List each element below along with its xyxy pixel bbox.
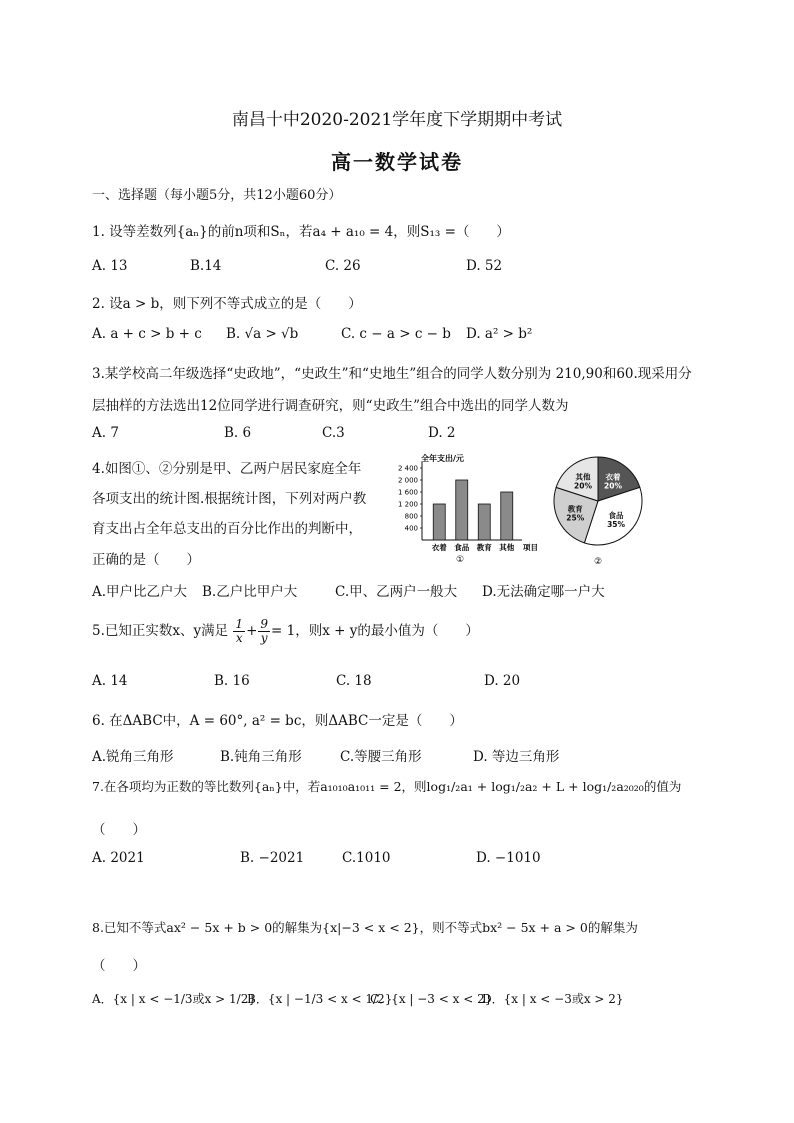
bar-chart-bars xyxy=(432,480,515,552)
pie-slice-label: 食品 xyxy=(608,511,624,521)
bar-2 xyxy=(456,480,468,540)
q7-option-d: D. −1010 xyxy=(476,850,541,866)
question-4-stem-line1: 4.如图①、②分别是甲、乙两户居民家庭全年 xyxy=(92,461,362,477)
q5-option-d: D. 20 xyxy=(484,673,521,689)
q1-option-b: B.14 xyxy=(190,258,222,274)
pie-slice-pct: 35% xyxy=(607,520,626,530)
q7-option-a: A. 2021 xyxy=(92,850,145,866)
q5-stem-post: ，则x + y的最小值为（ ） xyxy=(295,623,479,640)
q8-option-d: D．{x | x < −3或x > 2} xyxy=(482,992,624,1006)
bar-category-label: 其他 xyxy=(499,543,515,552)
question-1-stem: 1. 设等差数列{aₙ}的前n项和Sₙ，若a₄ + a₁₀ = 4，则S₁₃ =（ ） xyxy=(92,224,510,240)
q3-option-a: A. 7 xyxy=(92,425,119,441)
question-7-stem-line2: （ ） xyxy=(92,822,146,838)
pie-slice-pct: 20% xyxy=(604,481,622,491)
pie-chart-slices xyxy=(554,457,642,545)
question-4-stem-line2: 各项支出的统计图.根据统计图，下列对两户教 xyxy=(92,491,367,507)
bar-1 xyxy=(433,504,445,540)
q5-option-a: A. 14 xyxy=(92,673,128,689)
q2-option-b: B. √a > √b xyxy=(226,326,299,342)
question-3-stem-line2: 层抽样的方法选出12位同学进行调查研究，则“史政生”组合中选出的同学人数为 xyxy=(92,398,569,414)
question-3-stem-line1: 3.某学校高二年级选择“史政地”，“史政生”和“史地生”组合的同学人数分别为 210,90和60.现采用分 xyxy=(92,366,692,382)
bar-category-label: 教育 xyxy=(476,543,492,552)
q5-fraction-1: $\frac{1}{x}$ xyxy=(235,617,244,646)
q6-option-a: A.锐角三角形 xyxy=(92,749,174,765)
pie-chart-caption: ② xyxy=(594,557,603,567)
bar-3 xyxy=(478,504,490,540)
q1-option-a: A. 13 xyxy=(92,258,128,274)
q4-option-d: D.无法确定哪一户大 xyxy=(482,584,605,600)
q8-option-b: B．{x | −1/3 < x < 1/2} xyxy=(247,992,393,1006)
question-4-stem-line4: 正确的是（ ） xyxy=(92,552,200,568)
pie-slice-pct: 20% xyxy=(574,481,592,491)
question-2-stem: 2. 设a > b，则下列不等式成立的是（ ） xyxy=(92,296,362,312)
bar-chart-caption: ① xyxy=(456,555,465,565)
q6-option-c: C.等腰三角形 xyxy=(340,749,422,765)
q4-option-a: A.甲户比乙户大 xyxy=(92,584,188,600)
bar-y-tick-label: 1 200 xyxy=(397,500,418,509)
exam-subtitle: 高一数学试卷 xyxy=(331,150,463,174)
bar-category-label: 食品 xyxy=(454,543,470,552)
q3-option-d: D. 2 xyxy=(428,425,456,441)
q7-option-c: C.1010 xyxy=(342,850,391,866)
q4-option-c: C.甲、乙两户一般大 xyxy=(335,584,458,600)
q2-option-c: C. c − a > c − b xyxy=(341,326,451,342)
q2-option-a: A. a + c > b + c xyxy=(92,326,202,342)
q6-option-d: D. 等边三角形 xyxy=(473,749,560,765)
q7-option-b: B. −2021 xyxy=(240,850,305,866)
bar-y-tick-label: 800 xyxy=(404,512,418,521)
q2-option-d: D. a² > b² xyxy=(466,326,533,342)
exam-title: 南昌十中2020-2021学年度下学期期中考试 xyxy=(231,110,563,130)
q3-option-c: C.3 xyxy=(322,425,345,441)
question-8-stem-line2: （ ） xyxy=(92,958,146,974)
q6-option-b: B.钝角三角形 xyxy=(220,749,302,765)
bar-chart-xlabel: 项目 xyxy=(523,543,538,552)
q5-eq: = 1 xyxy=(271,623,296,640)
bar-4 xyxy=(501,492,513,540)
bar-y-tick-label: 2 000 xyxy=(397,476,418,485)
pie-slice-label: 衣着 xyxy=(605,472,621,482)
bar-category-label: 衣着 xyxy=(431,543,447,552)
question-4-stem-line3: 育支出占全年总支出的百分比作出的判断中， xyxy=(92,521,362,537)
q1-option-c: C. 26 xyxy=(325,258,361,274)
question-8-stem-line1: 8.已知不等式ax² − 5x + b > 0的解集为{x|−3 < x < 2}，则不等式bx² − 5x + a > 0的解集为 xyxy=(92,920,638,935)
bar-y-tick-label: 2 400 xyxy=(397,464,418,473)
q4-option-b: B.乙户比甲户大 xyxy=(202,584,298,600)
q5-option-c: C. 18 xyxy=(336,673,372,689)
question-6-stem: 6. 在ΔABC中，A = 60°, a² = bc，则ΔABC一定是（ ） xyxy=(92,713,463,729)
q8-option-a: A．{x | x < −1/3或x > 1/2} xyxy=(92,992,256,1006)
q4-bar-chart xyxy=(388,452,548,570)
q4-pie-chart xyxy=(548,452,648,570)
pie-slice-label: 其他 xyxy=(575,472,591,482)
q5-stem-pre: 5.已知正实数x、y满足 xyxy=(92,623,229,640)
bar-y-tick-label: 1 600 xyxy=(397,488,418,497)
q8-option-c: C．{x | −3 < x < 2} xyxy=(370,992,493,1006)
bar-y-tick-label: 400 xyxy=(404,524,418,533)
question-7-stem-line1: 7.在各项均为正数的等比数列{aₙ}中，若a₁₀₁₀a₁₀₁₁ = 2，则log₁/₂a₁ + log₁/₂a₂ + L + log₁/₂a₂₀₂₀的值为 xyxy=(92,779,682,794)
pie-slice-pct: 25% xyxy=(566,513,585,523)
q1-option-d: D. 52 xyxy=(466,258,503,274)
pie-slice-label: 教育 xyxy=(567,504,583,514)
bar-chart-title: 全年支出/元 xyxy=(421,454,464,463)
question-5-stem: 5.已知正实数x、y满足 $\frac{1}{x}$ + $\frac{9}{y}$ = 1，则x + y的最小值为（ ） xyxy=(92,617,479,646)
q3-option-b: B. 6 xyxy=(224,425,252,441)
q5-fraction-2: $\frac{9}{y}$ xyxy=(260,617,269,646)
q5-option-b: B. 16 xyxy=(214,673,250,689)
section-heading: 一、选择题（每小题5分，共12小题60分） xyxy=(92,188,342,203)
